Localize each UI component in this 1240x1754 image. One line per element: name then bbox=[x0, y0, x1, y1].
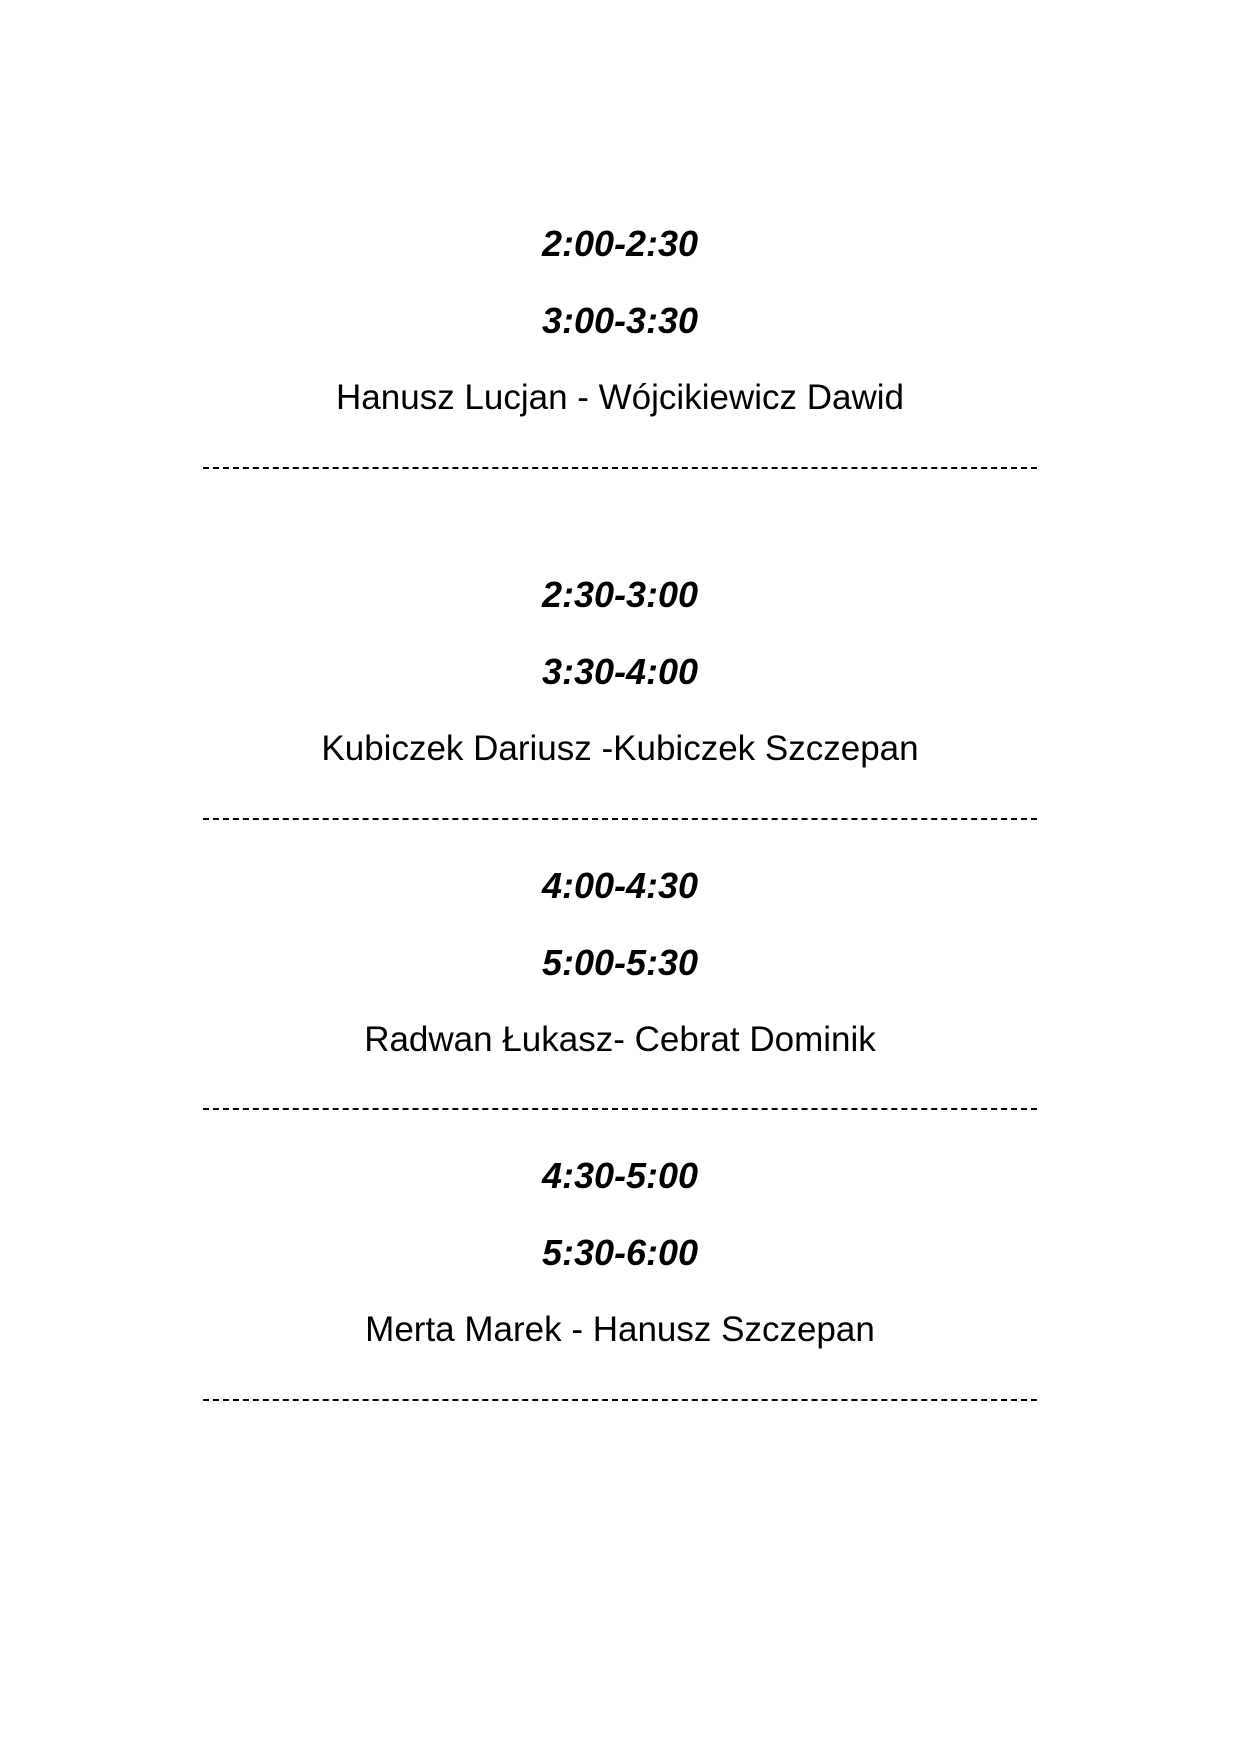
time-slot-3a: 4:00-4:30 bbox=[541, 865, 699, 906]
time-slot-1a: 2:00-2:30 bbox=[541, 223, 699, 264]
pair-names-3: Radwan Łukasz- Cebrat Dominik bbox=[364, 1020, 876, 1059]
pair-names-1: Hanusz Lucjan - Wójcikiewicz Dawid bbox=[336, 378, 904, 417]
pair-names-2: Kubiczek Dariusz -Kubiczek Szczepan bbox=[321, 729, 919, 768]
separator-line-2 bbox=[203, 818, 1037, 820]
time-slot-1b: 3:00-3:30 bbox=[541, 300, 699, 341]
time-slot-4b: 5:30-6:00 bbox=[541, 1232, 699, 1273]
separator-line-1 bbox=[203, 467, 1037, 469]
pair-names-4: Merta Marek - Hanusz Szczepan bbox=[365, 1310, 875, 1349]
time-slot-4a: 4:30-5:00 bbox=[541, 1155, 699, 1196]
time-slot-2a: 2:30-3:00 bbox=[541, 574, 699, 615]
time-slot-2b: 3:30-4:00 bbox=[541, 651, 699, 692]
separator-line-4 bbox=[203, 1399, 1037, 1401]
time-slot-3b: 5:00-5:30 bbox=[541, 942, 699, 983]
separator-line-3 bbox=[203, 1108, 1037, 1110]
